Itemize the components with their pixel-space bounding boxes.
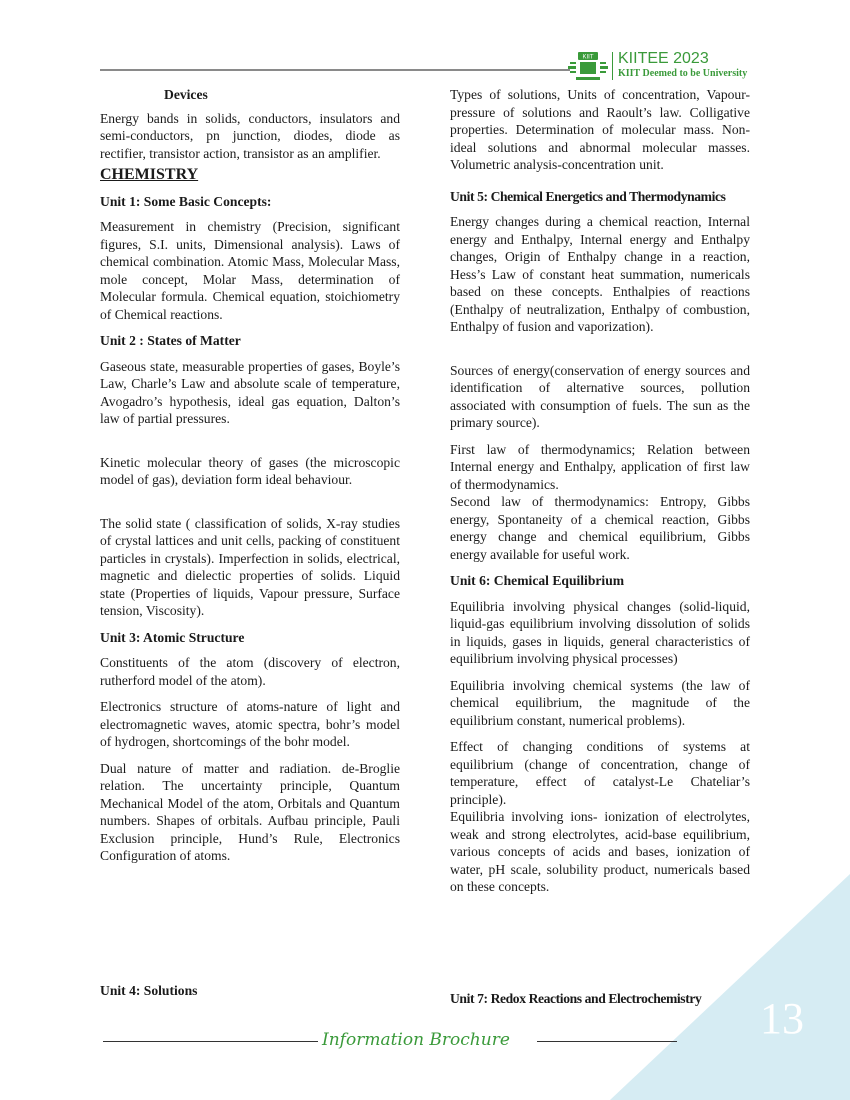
unit6-paragraph: Equilibria involving physical changes (solid-liquid, liquid-gas equilibrium involving dissolution of solids in liquids, gases in liquids, general characteristics of equilibrium involving physical processes) <box>450 598 750 666</box>
unit2-heading: Unit 2 : States of Matter <box>100 333 241 348</box>
logo-separator <box>612 52 613 80</box>
unit3-paragraph: Constituents of the atom (discovery of electron, rutherford model of the atom). <box>100 655 400 688</box>
unit2-paragraph: The solid state ( classification of solids, X-ray studies of crystal lattices and unit cells, packing of constituent particles in crystals). Imperfection in solids, electrical, magnetic and dielectic properties of solids. Liquid state (Properties of liquids, Vapour pressure, Surface tension, Viscosity). <box>100 515 400 618</box>
kiit-emblem-icon <box>566 50 610 84</box>
unit3-paragraph: Electronics structure of atoms-nature of light and electromagnetic waves, atomic spectra, bohr’s model of hydrogen, shortcomings of the bohr model. <box>100 699 400 749</box>
unit5-paragraph: Energy changes during a chemical reaction, Internal energy and Enthalpy, Internal energy and Enthalpy changes, Origin of Enthalpy change in a reaction, Hess’s Law of constant heat summation, numericals based on these concepts. Enthalpies of reactions (Enthalpy of neutralization, Enthalpy of combustion, Enthalpy of fusion and vaporization). <box>450 214 750 334</box>
unit7-heading: Unit 7: Redox Reactions and Electrochemistry <box>450 991 702 1006</box>
unit4-text: Types of solutions, Units of concentration, Vapour-pressure of solutions and Raoult’s law. Colligative properties. Determination of molecular mass. Non-ideal solutions and abnormal molecular masses. Volumetric analysis-concentration unit. <box>450 87 750 172</box>
devices-heading: Devices <box>164 87 208 102</box>
unit6-paragraph: Effect of changing conditions of systems at equilibrium (change of concentration, change of temperature, effect of catalyst-Le Chateliar’s principle). <box>450 739 750 807</box>
unit3-paragraph: Dual nature of matter and radiation. de-Broglie relation. The uncertainty principle, Quantum Mechanical Model of the atom, Orbitals and Quantum numbers. Shapes of orbitals. Aufbau principle, Pauli Exclusion principle, Hund’s Rule, Electronics Configuration of atoms. <box>100 760 400 863</box>
unit6-paragraph: Equilibria involving ions- ionization of electrolytes, weak and strong electrolytes, acid-base equilibrium, various concepts of acids and bases, ionization of water, pH scale, solubility product, numericals based on these concepts. <box>450 809 750 894</box>
right-column <box>450 86 750 905</box>
page-number: 13 <box>760 994 804 1043</box>
unit5-paragraph: First law of thermodynamics; Relation between Internal energy and Enthalpy, application of first law of thermodynamics. <box>450 441 750 492</box>
unit5-paragraph: Second law of thermodynamics: Entropy, Gibbs energy, Spontaneity of a chemical reaction, Gibbs energy change and chemical equilibrium, Gibbs energy available for useful work. <box>450 494 750 562</box>
devices-text: Energy bands in solids, conductors, insulators and semi-conductors, pn junction, diodes, diode as rectifier, transistor action, transistor as an amplifier. <box>100 110 400 161</box>
svg-text:KIIT: KIIT <box>582 54 594 61</box>
unit1-text: Measurement in chemistry (Precision, significant figures, S.I. units, Dimensional analysis). Laws of chemical combination. Atomic Mass, Molecular Mass, mole concept, Molar Mass, determination of Molecular formula. Chemical equation, stoichiometry of Chemical reactions. <box>100 219 400 322</box>
brand-title: KIITEE 2023 <box>618 50 709 67</box>
footer-title: Information Brochure <box>322 1030 510 1050</box>
left-column <box>100 86 400 874</box>
corner-triangle-decoration <box>610 874 850 1100</box>
unit6-heading: Unit 6: Chemical Equilibrium <box>450 573 625 588</box>
subject-heading: CHEMISTRY <box>100 166 199 183</box>
footer-rule-left <box>103 1041 318 1042</box>
unit3-heading: Unit 3: Atomic Structure <box>100 629 245 645</box>
footer-rule-right <box>537 1041 677 1042</box>
unit6-paragraph: Equilibria involving chemical systems (the law of chemical equilibrium, the magnitude of the equilibrium constant, numerical problems). <box>450 677 750 728</box>
unit5-paragraph: Sources of energy(conservation of energy sources and identification of alternative sources, pollution associated with consumption of fuels. The sun as the primary source). <box>450 362 750 430</box>
unit1-heading: Unit 1: Some Basic Concepts: <box>100 193 272 209</box>
kiitee-logo <box>566 50 752 84</box>
unit2-paragraph: Gaseous state, measurable properties of gases, Boyle’s Law, Charle’s Law and absolute scale of temperature, Avogadro’s hypothesis, ideal gas equation, Dalton’s law of partial pressures. <box>100 358 400 426</box>
unit2-paragraph: Kinetic molecular theory of gases (the microscopic model of gas), deviation form ideal behaviour. <box>100 454 400 487</box>
unit4-heading: Unit 4: Solutions <box>100 983 198 998</box>
unit5-heading: Unit 5: Chemical Energetics and Thermodynamics <box>450 188 726 204</box>
header-rule <box>100 69 570 71</box>
brand-subtitle: KIIT Deemed to be University <box>618 68 748 79</box>
